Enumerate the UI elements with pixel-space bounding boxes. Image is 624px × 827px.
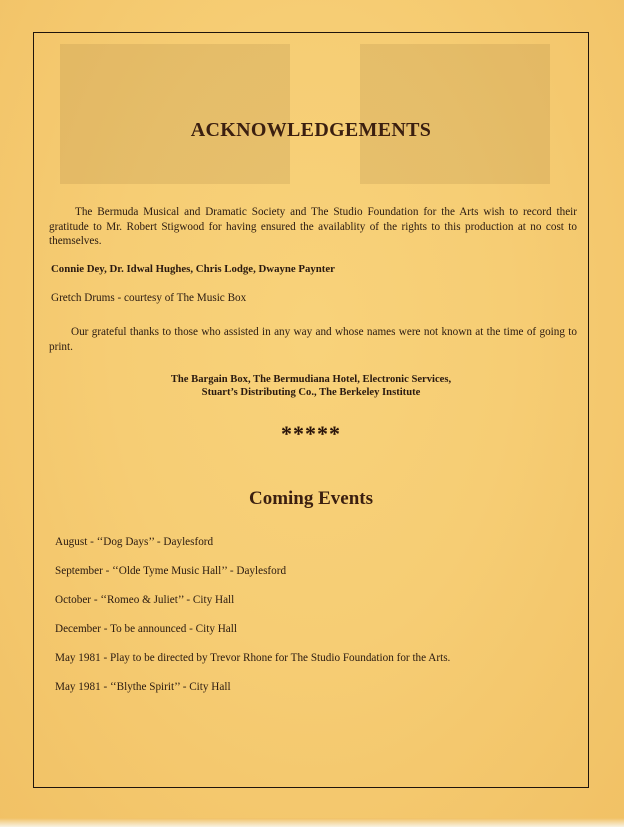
event-item: December - To be announced - City Hall [55, 623, 237, 635]
thanked-names: Connie Dey, Dr. Idwal Hughes, Chris Lodge, Dwayne Paynter [51, 263, 335, 275]
coming-events-list [55, 535, 450, 709]
coming-events-title: Coming Events [248, 488, 374, 509]
acknowledgements-title: ACKNOWLEDGEMENTS [190, 119, 432, 141]
sponsor-list [34, 373, 588, 399]
gratitude-paragraph: The Bermuda Musical and Dramatic Society and The Studio Foundation for the Arts wish to record their gratitude to Mr. Robert Stigwood for having ensured the availablity of the rights to this production at no cost to themselves. [49, 206, 577, 248]
sponsor-line-2: Stuart’s Distributing Co., The Berkeley Institute [201, 387, 421, 399]
event-item: August - ‘‘Dog Days’’ - Daylesford [55, 536, 214, 548]
event-item: October - ‘‘Romeo & Juliet’’ - City Hall [55, 594, 235, 606]
page-border [33, 32, 589, 788]
sponsor-line-1: The Bargain Box, The Bermudiana Hotel, Electronic Services, [170, 374, 452, 385]
event-item: May 1981 - Play to be directed by Trevor Rhone for The Studio Foundation for the Arts. [55, 652, 451, 664]
thanks-paragraph: Our grateful thanks to those who assisted in any way and whose names were not known at the time of going to print. [49, 326, 577, 353]
event-item: May 1981 - ‘‘Blythe Spirit’’ - City Hall [55, 681, 231, 693]
drums-credit: Gretch Drums - courtesy of The Music Box [51, 292, 247, 304]
event-item: September - ‘‘Olde Tyme Music Hall’’ - Daylesford [55, 565, 287, 577]
asterisk-separator: ***** [281, 421, 341, 446]
scan-edge [0, 818, 624, 827]
